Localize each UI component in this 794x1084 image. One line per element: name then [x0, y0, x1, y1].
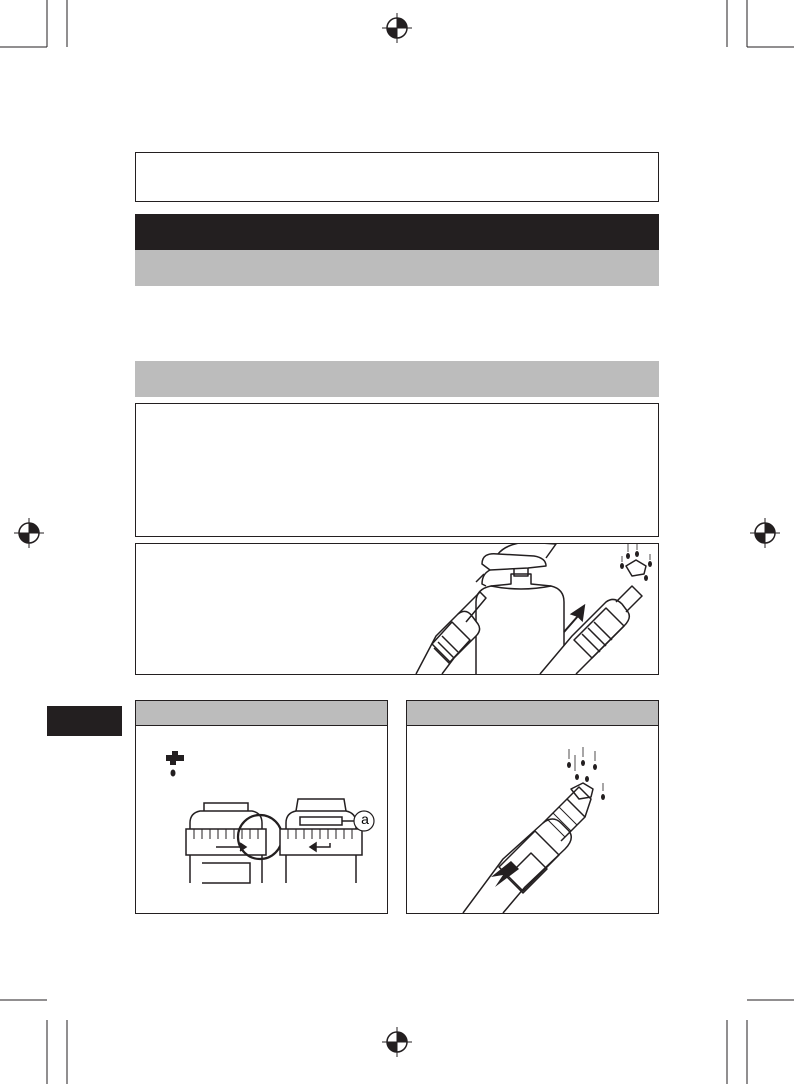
registration-mark-top: [382, 13, 412, 43]
left-step-panel-header: [136, 701, 387, 726]
soap-illustration-box: [135, 543, 659, 675]
right-step-panel-header: [407, 701, 658, 726]
rinse-illustration: [407, 727, 658, 913]
soap-dispensing-illustration: [136, 544, 658, 674]
callout-a: a: [361, 811, 369, 827]
left-step-panel: [135, 700, 388, 914]
dial-setting-illustration: [136, 793, 387, 913]
faucet-icon: [162, 749, 192, 779]
registration-mark-right: [750, 518, 780, 548]
subheading-bar-2: [135, 361, 659, 397]
registration-mark-left: [14, 518, 44, 548]
warning-box: [135, 403, 659, 537]
language-tab: [47, 706, 122, 736]
subheading-bar-1: [135, 250, 659, 286]
right-step-panel: [406, 700, 659, 914]
top-notice-box: [135, 152, 659, 202]
title-bar: [135, 214, 659, 250]
registration-mark-bottom: [382, 1027, 412, 1057]
